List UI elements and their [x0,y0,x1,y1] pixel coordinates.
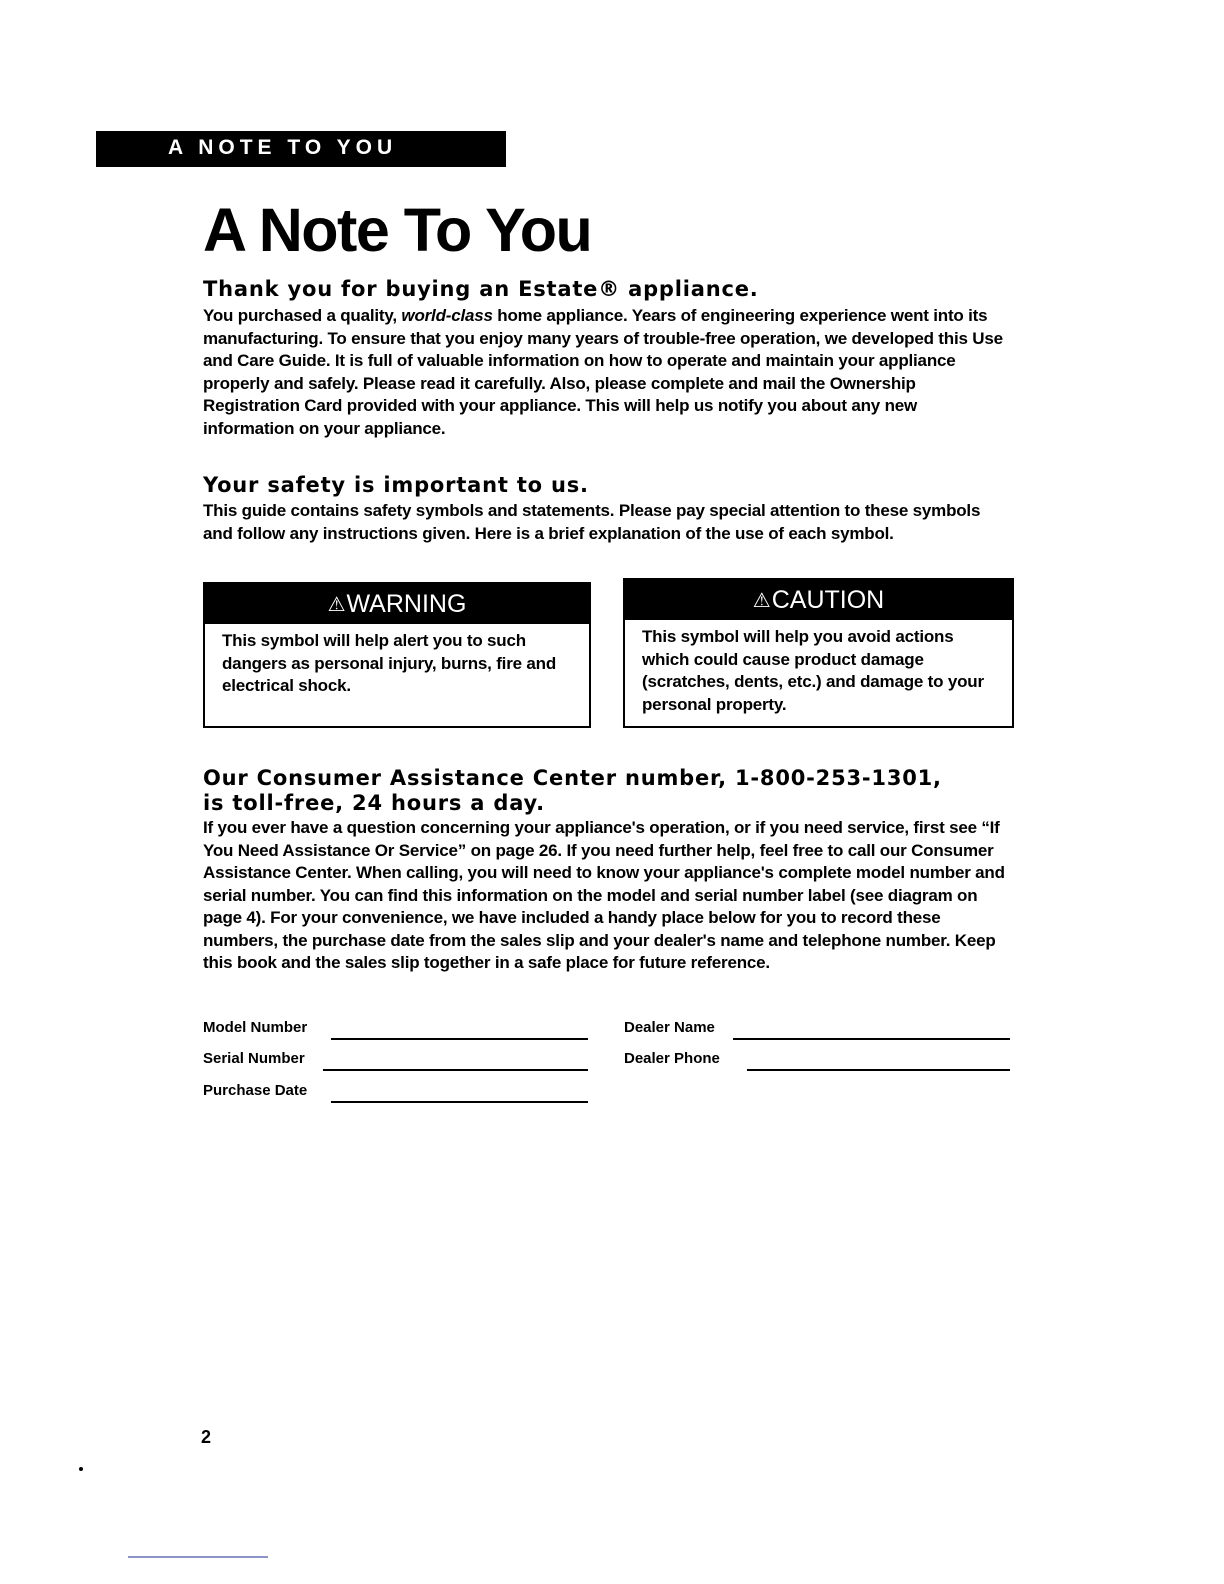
section-header-label: A NOTE TO YOU [168,136,398,159]
dealer-phone-label: Dealer Phone [624,1050,720,1067]
warning-box [203,582,591,728]
safety-paragraph: This guide contains safety symbols and statements. Please pay special attention to these symbols and follow any instructions given. Here is a brief explanation of the use of each symbol. [203,501,981,543]
assistance-heading-line2: is toll-free, 24 hours a day. [203,791,545,815]
serial-number-line[interactable] [323,1069,588,1071]
warning-header [205,584,589,624]
caution-box [623,578,1014,728]
serial-number-label: Serial Number [203,1050,305,1067]
model-number-line[interactable] [331,1038,588,1040]
warning-text: This symbol will help alert you to such dangers as personal injury, burns, fire and electrical shock. [222,631,557,695]
dealer-phone-line[interactable] [747,1069,1010,1071]
dealer-name-line[interactable] [733,1038,1010,1040]
scan-dot [79,1467,83,1471]
footer-rule [128,1556,268,1558]
model-number-label: Model Number [203,1019,308,1036]
model-number-field[interactable] [203,1019,588,1043]
warning-triangle-icon: ⚠ [327,594,346,616]
intro-paragraph [203,305,1008,440]
dealer-name-field[interactable] [624,1019,1010,1043]
purchase-date-line[interactable] [331,1101,588,1103]
intro-text-italic: world-class [401,306,493,325]
page-number: 2 [201,1427,212,1447]
section-header-bar [96,131,506,167]
serial-number-field[interactable] [203,1050,588,1074]
caution-text: This symbol will help you avoid actions which could cause product damage (scratches, dents, etc.) and damage to your personal property. [642,627,984,714]
caution-header [625,580,1012,620]
dealer-name-label: Dealer Name [624,1019,715,1036]
caution-title: CAUTION [771,586,885,614]
safety-heading: Your safety is important to us. [203,473,589,497]
warning-title: WARNING [346,590,467,618]
dealer-phone-field[interactable] [624,1050,1010,1074]
intro-text-start: You purchased a quality, [203,306,402,325]
warning-triangle-icon: ⚠ [752,590,771,612]
purchase-date-field[interactable] [203,1082,588,1106]
assistance-heading-line1: Our Consumer Assistance Center number, 1-800-253-1301, [203,766,942,790]
page-title: A Note To You [203,196,592,264]
assistance-paragraph: If you ever have a question concerning your appliance's operation, or if you need service, first see “If You Need Assistance Or Service” on page 26. If you need further help, feel free to call our Consumer Assistance Center. When calling, you will need to know your appliance's complete model number and serial number. You can find this information on the model and serial number label (see diagram on page 4). For your convenience, we have included a handy place below for you to record these numbers, the purchase date from the sales slip and your dealer's name and telephone number. Keep this book and the sales slip together in a safe place for future reference. [203,818,1005,972]
intro-heading: Thank you for buying an Estate® appliance. [203,277,759,301]
intro-text-end: home appliance. Years of engineering experience went into its manufacturing. To ensure that you enjoy many years of trouble-free operation, we developed this Use and Care Guide. It is full of valuable information on how to operate and maintain your appliance properly and safely. Please read it carefully. Also, please complete and mail the Ownership Registration Card provided with your appliance. This will help us notify you about any new information on your appliance. [203,306,1003,438]
purchase-date-label: Purchase Date [203,1082,308,1099]
